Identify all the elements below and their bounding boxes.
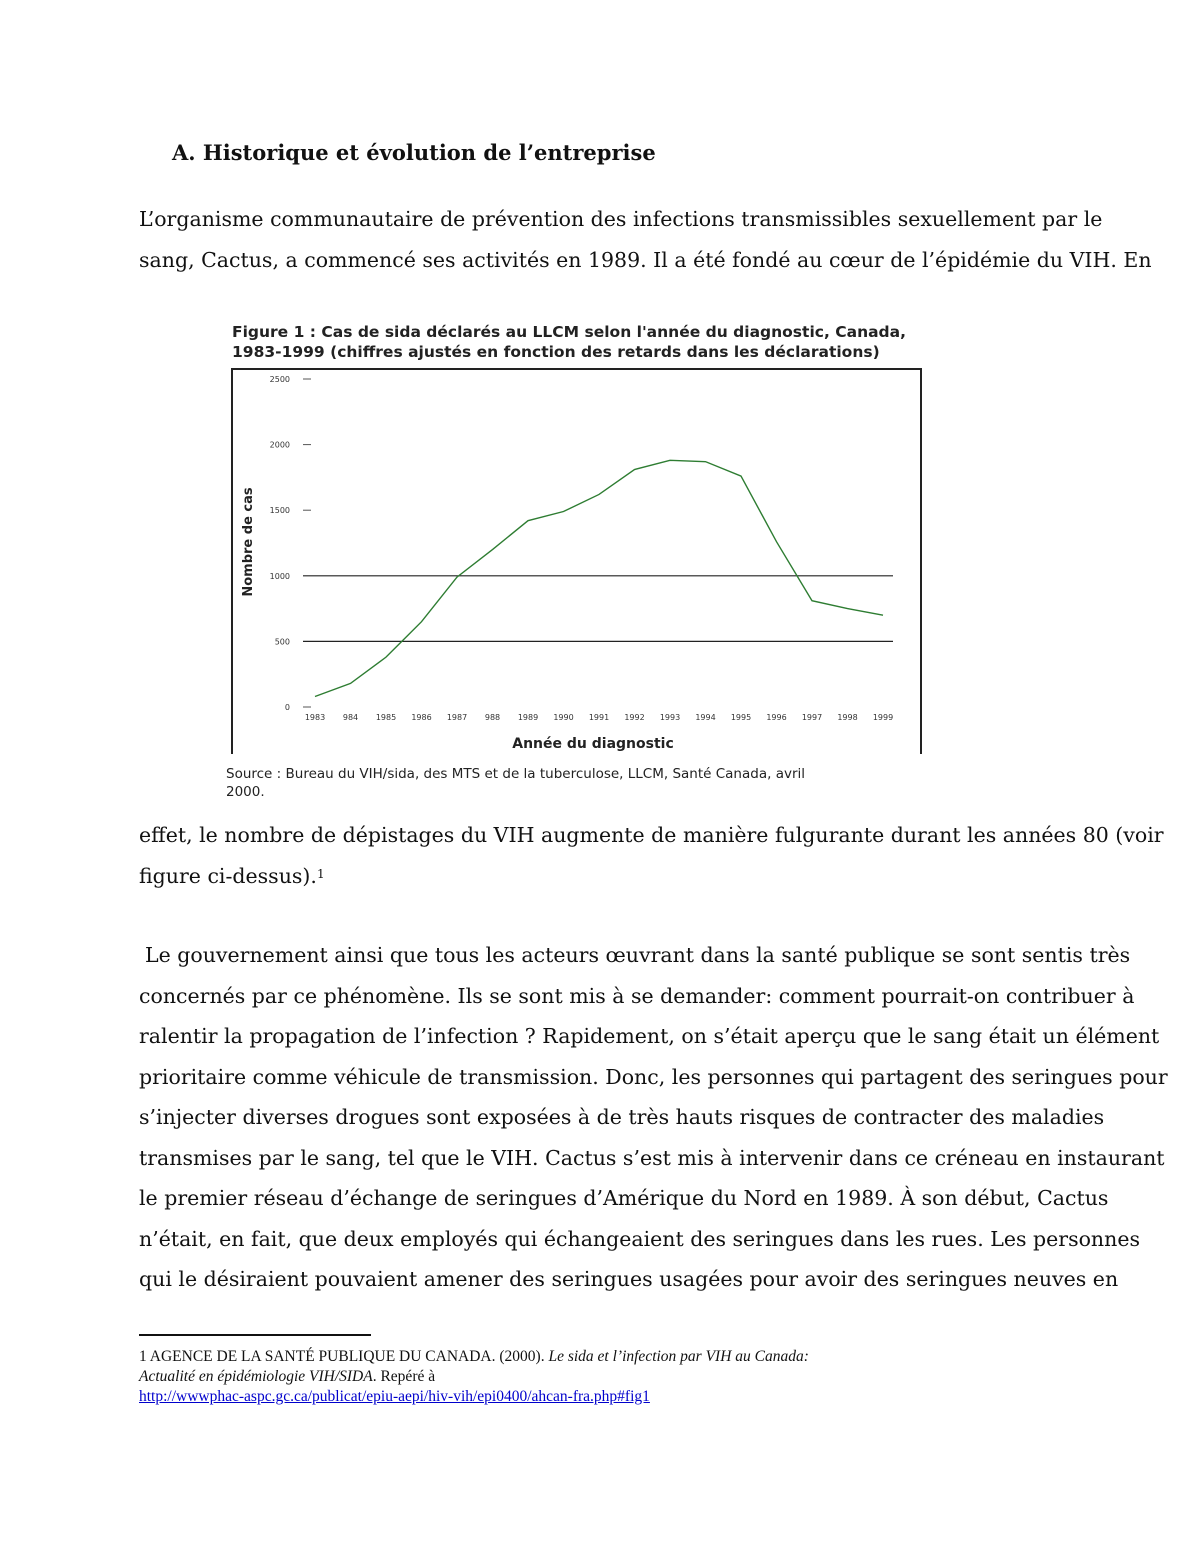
y-tick-label: 2000 <box>269 440 290 450</box>
figure-frame <box>231 368 922 754</box>
x-tick-label: 1995 <box>730 713 752 722</box>
figure-title <box>232 322 906 362</box>
paragraph-line: sang, Cactus, a commencé ses activités en 1989. Il a été fondé au cœur de l’épidémie du VIH. En <box>139 247 1152 272</box>
paragraph-line <box>139 856 1059 897</box>
y-tick-label: 1000 <box>269 571 290 581</box>
x-tick-label: 1999 <box>872 713 894 722</box>
paragraph-line: effet, le nombre de dépistages du VIH augmente de manière fulgurante durant les années 80 (voir <box>139 823 1164 847</box>
section-heading: A. Historique et évolution de l’entreprise <box>172 140 656 165</box>
figure-source-line: Source : Bureau du VIH/sida, des MTS et de la tuberculose, LLCM, Santé Canada, avril <box>226 766 806 782</box>
x-tick-label: 1997 <box>801 713 823 722</box>
x-tick-label: 1993 <box>659 713 681 722</box>
y-axis-label: Nombre de cas <box>241 487 256 597</box>
x-tick-label: 1998 <box>837 713 858 722</box>
footnote-link[interactable]: http://wwwphac-aspc.gc.ca/publicat/epiu-aepi/hiv-vih/epi0400/ahcan-fra.php#fig1 <box>139 1388 650 1405</box>
figure-source <box>226 765 805 801</box>
paragraph-line: le premier réseau d’échange de seringues d’Amérique du Nord en 1989. À son début, Cactus <box>139 1186 1109 1210</box>
y-tick-label: 2500 <box>269 375 290 384</box>
x-tick-label: 988 <box>484 713 501 722</box>
x-tick-label: 1996 <box>766 713 787 722</box>
x-tick-label: 1985 <box>375 713 397 722</box>
figure-title-line: 1983-1999 (chiffres ajustés en fonction des retards dans les déclarations) <box>232 343 880 361</box>
y-tick-label: 500 <box>274 637 290 647</box>
y-tick-label: 0 <box>284 703 290 712</box>
y-tick-labels <box>270 375 290 712</box>
figure-title-line: Figure 1 : Cas de sida déclarés au LLCM selon l'année du diagnostic, Canada, <box>232 323 907 341</box>
paragraph-effect <box>139 815 1164 896</box>
aids-cases-line-chart <box>233 370 920 754</box>
paragraph-line: Le gouvernement ainsi que tous les acteurs œuvrant dans la santé publique se sont sentis très <box>145 943 1131 967</box>
paragraph-line: s’injecter diverses drogues sont exposées à de très hauts risques de contracter des maladies <box>139 1105 1105 1129</box>
paragraph-intro <box>139 199 1152 280</box>
x-tick-label: 1989 <box>517 713 539 722</box>
figure-source-line: 2000. <box>226 784 265 800</box>
footnote-separator <box>139 1334 371 1336</box>
y-tick-label: 1500 <box>269 506 290 516</box>
footnote <box>139 1347 1039 1407</box>
paragraph-government <box>139 935 1168 1300</box>
x-tick-label: 1991 <box>588 713 610 722</box>
paragraph-line: qui le désiraient pouvaient amener des seringues usagées pour avoir des seringues neuves en <box>139 1267 1119 1291</box>
series-line <box>315 460 883 696</box>
footnote-after-title: . Repéré à <box>372 1368 436 1385</box>
chart-gridlines <box>303 379 893 707</box>
paragraph-line: L’organisme communautaire de prévention des infections transmissibles sexuellement par le <box>139 207 1103 231</box>
x-tick-label: 1990 <box>553 713 574 722</box>
footnote-title-part1: Le sida et l’infection par VIH au Canada: <box>548 1348 809 1365</box>
footnote-ref[interactable]: 1 <box>316 866 325 881</box>
paragraph-line: concernés par ce phénomène. Ils se sont mis à se demander: comment pourrait-on contribuer à <box>139 983 1135 1008</box>
paragraph-line: ralentir la propagation de l’infection ? Rapidement, on s’était aperçu que le sang était un élément <box>139 1024 1160 1048</box>
x-tick-label: 1983 <box>304 713 326 722</box>
x-tick-label: 1994 <box>695 713 716 722</box>
paragraph-line: transmises par le sang, tel que le VIH. Cactus s’est mis à intervenir dans ce créneau en instaurant <box>139 1145 1165 1170</box>
x-tick-label: 1992 <box>624 713 645 722</box>
paragraph-line: prioritaire comme véhicule de transmission. Donc, les personnes qui partagent des seringues pour <box>139 1064 1168 1089</box>
paragraph-text: figure ci-dessus). <box>139 863 317 888</box>
x-tick-label: 984 <box>342 713 359 722</box>
x-tick-label: 1987 <box>446 713 468 722</box>
footnote-prefix: 1 AGENCE DE LA SANTÉ PUBLIQUE DU CANADA. (2000). <box>139 1348 549 1365</box>
paragraph-line: n’était, en fait, que deux employés qui échangeaient des seringues dans les rues. Les personnes <box>139 1226 1140 1251</box>
x-tick-label: 1986 <box>411 713 432 722</box>
x-tick-labels <box>305 713 893 722</box>
footnote-title-part2: Actualité en épidémiologie VIH/SIDA <box>139 1368 373 1385</box>
x-axis-label: Année du diagnostic <box>512 736 674 752</box>
